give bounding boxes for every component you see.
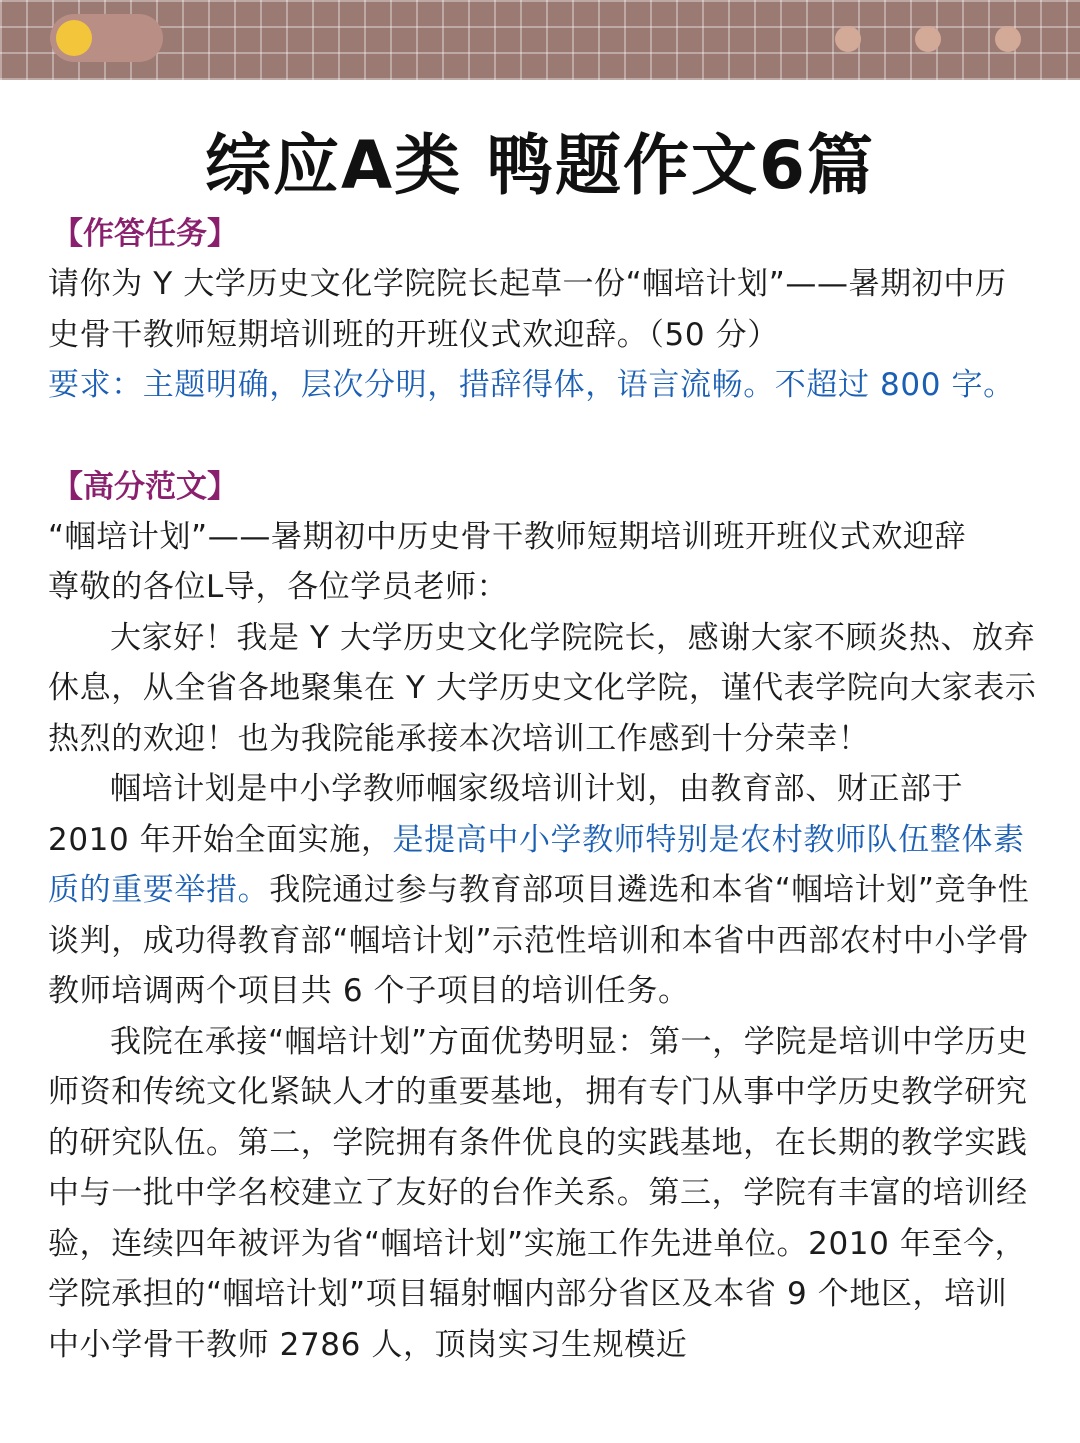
task-requirement: 要求：主题明确，层次分明，措辞得体，语言流畅。不超过 800 字。 [48, 367, 1015, 403]
page-title: 综应A类 鸭题作文6篇 [205, 127, 875, 204]
essay-heading: 【高分范文】 [52, 468, 238, 505]
toggle-switch-graphic [50, 14, 163, 62]
decor-dot-icon [915, 26, 941, 52]
essay-paragraph-1: 大家好！我是 Y 大学历史文化学院院长，感谢大家不顾炎热、放弃休息，从全省各地聚集在 Y 大学历史文化学院，谨代表学院向大家表示热烈的欢迎！也为我院能承接本次培训工作感到十分荣幸！ [48, 619, 1037, 757]
toggle-knob [56, 20, 92, 56]
task-heading: 【作答任务】 [52, 216, 238, 252]
essay-paragraph-2 [48, 764, 1038, 1017]
task-text: 请你为 Y 大学历史文化学院院长起草一份“帼培计划”——暑期初中历史骨干教师短期培训班的开班仪式欢迎辞。（50 分） [48, 266, 1007, 353]
paragraph-2-text-b: 我院通过参与教育部项目遴选和本省“帼培计划”竞争性谈判，成功得教育部“帼培计划”示范性培训和本省中西部农村中小学骨教师培调两个项目共 6 个子项目的培训任务。 [48, 872, 1030, 1009]
essay-salutation: 尊敬的各位L导，各位学员老师： [48, 569, 509, 605]
essay-title: “帼培计划”——暑期初中历史骨干教师短期培训班开班仪式欢迎辞 [48, 518, 967, 555]
essay-paragraph-3: 我院在承接“帼培计划”方面优势明显：第一，学院是培训中学历史师资和传统文化紧缺人才的重要基地，拥有专门从事中学历史教学研究的研究队伍。第二，学院拥有条件优良的实践基地，在长期的教学实践中与一批中学名校建立了友好的台作关系。第三，学院有丰富的培训经验，连续四年被评为省“帼培计划”实施工作先进单位。2010 年至今，学院承担的“帼培计划”项目辐射帼内部分省区及本省 9 个地区，培训中小学骨干教师 2786 人，顶岗实习生规模近 [48, 1023, 1029, 1363]
paragraph-2-highlight: 是提高中小学教师特别是农村教师队伍整体素质的重要举措。 [48, 821, 1025, 908]
spacer [48, 411, 1038, 462]
decorative-header-bar [0, 0, 1080, 80]
decor-dot-icon [835, 26, 861, 52]
paragraph-2-text-a: 帼培计划是中小学教师帼家级培训计划，由教育部、财正部于 2010 年开始全面实施， [48, 771, 964, 858]
document-body [48, 209, 1038, 1370]
decor-dot-icon [995, 26, 1021, 52]
